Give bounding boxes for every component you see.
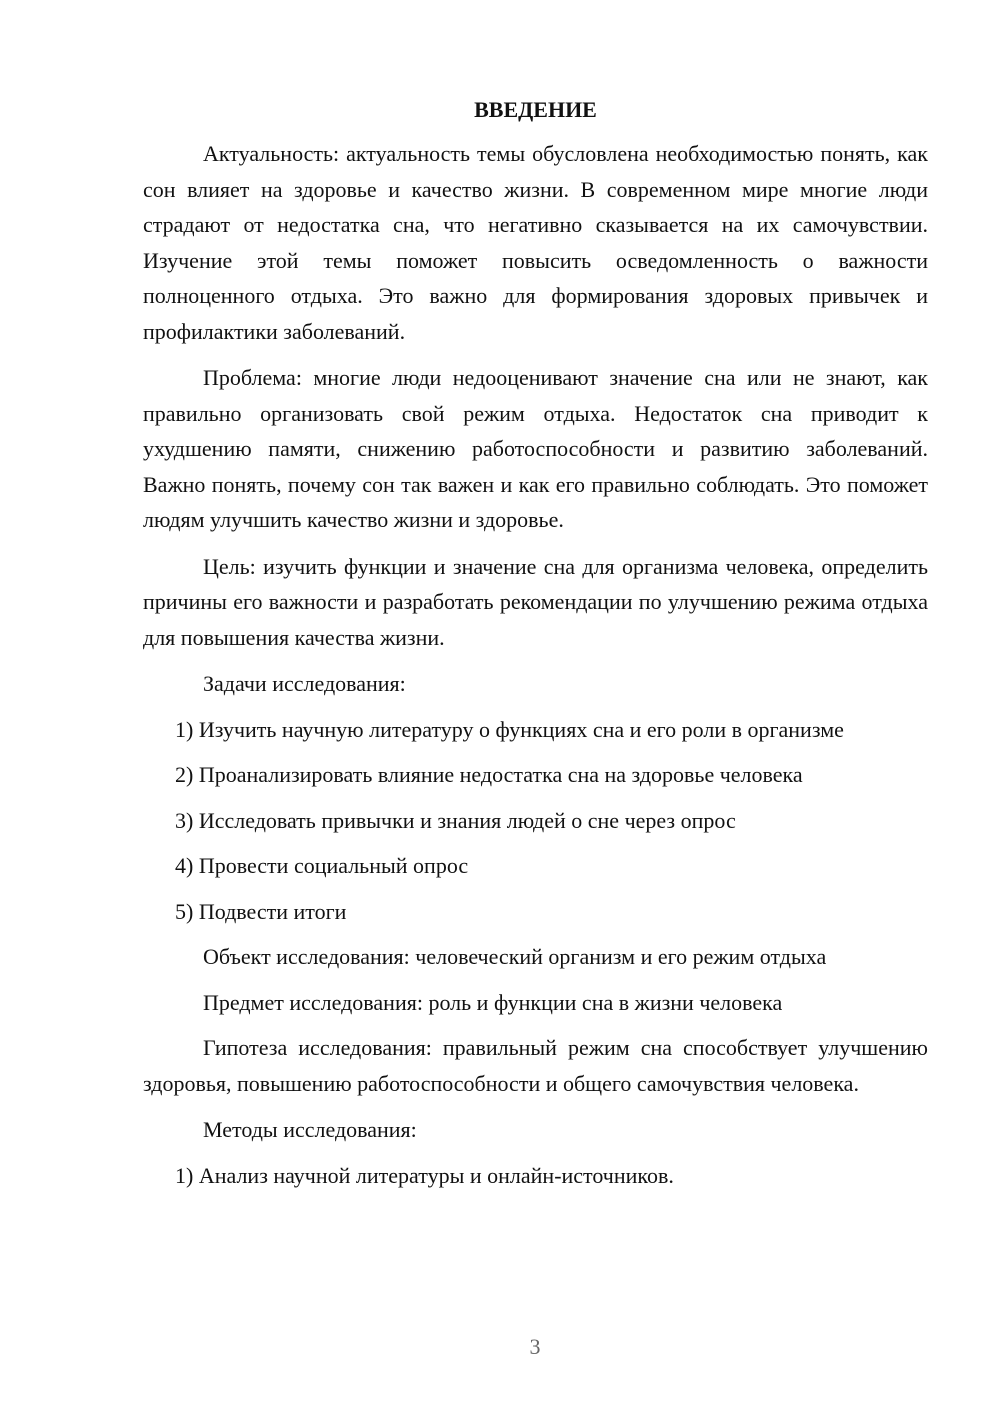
method-item-1: 1) Анализ научной литературы и онлайн-источников.	[175, 1162, 674, 1188]
section-title: ВВЕДЕНИЕ	[474, 97, 597, 122]
page-content	[143, 96, 928, 1203]
task-item-1: 1) Изучить научную литературу о функциях сна и его роли в организме	[175, 716, 844, 742]
paragraph-object: Объект исследования: человеческий организм и его режим отдыха	[203, 944, 827, 969]
methods-heading: Методы исследования:	[203, 1117, 417, 1142]
paragraph-goal: Цель: изучить функции и значение сна для организма человека, определить причины его важности и разработать рекомендации по улучшению режима отдыха для повышения качества жизни.	[143, 553, 928, 650]
paragraph-relevance: Актуальность: актуальность темы обусловлена необходимостью понять, как сон влияет на здоровье и качество жизни. В современном мире многие люди страдают от недостатка сна, что негативно сказывается на их самочувствии. Изучение этой темы поможет повысить осведомленность о важности полноценного отдыха. Это важно для формирования здоровых привычек и профилактики заболеваний.	[143, 141, 928, 344]
paragraph-subject: Предмет исследования: роль и функции сна в жизни человека	[203, 989, 783, 1015]
task-item-3: 3) Исследовать привычки и знания людей о сне через опрос	[175, 807, 736, 833]
task-item-4: 4) Провести социальный опрос	[175, 853, 469, 878]
task-item-2: 2) Проанализировать влияние недостатка сна на здоровье человека	[175, 762, 803, 787]
tasks-heading: Задачи исследования:	[203, 671, 406, 696]
paragraph-hypothesis: Гипотеза исследования: правильный режим сна способствует улучшению здоровья, повышению работоспособности и общего самочувствия человека.	[143, 1035, 928, 1096]
page-number: 3	[529, 1334, 541, 1359]
task-item-5: 5) Подвести итоги	[175, 898, 347, 924]
paragraph-problem: Проблема: многие люди недооценивают значение сна или не знают, как правильно организовать свой режим отдыха. Недостаток сна приводит к ухудшению памяти, снижению работоспособности и развитию заболеваний. Важно понять, почему сон так важен и как его правильно соблюдать. Это поможет людям улучшить качество жизни и здоровье.	[143, 365, 928, 532]
